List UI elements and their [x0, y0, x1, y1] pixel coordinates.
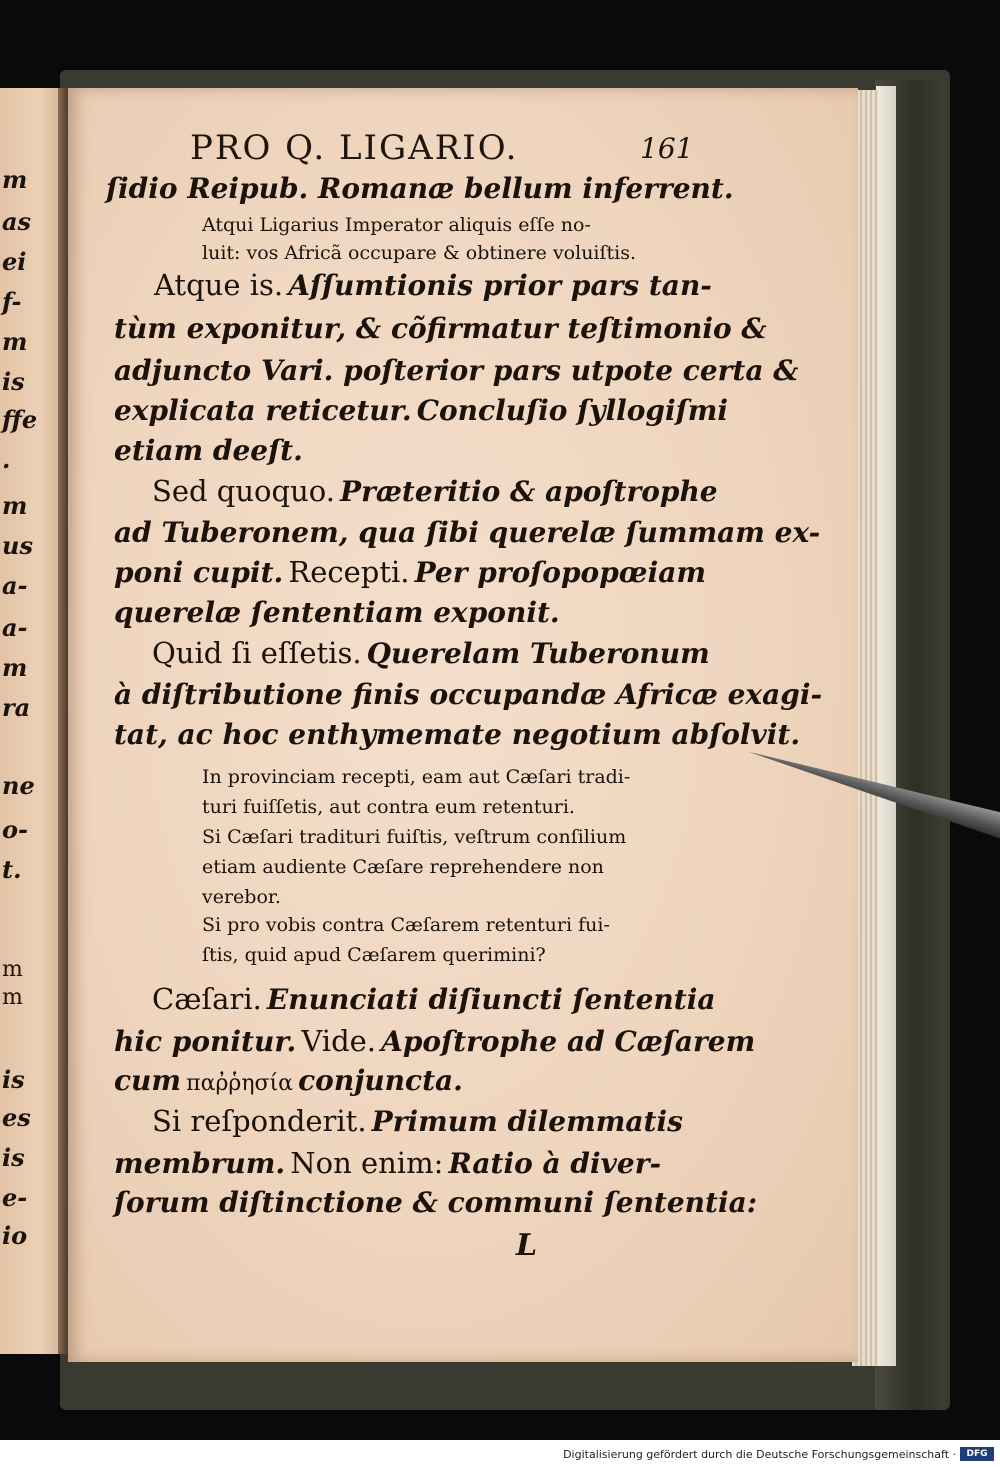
left-fragment: io: [2, 1221, 28, 1250]
left-fragment: .: [2, 445, 11, 474]
text-line: [152, 636, 710, 670]
text-line: [114, 394, 728, 427]
left-fragment: o-: [2, 815, 28, 844]
text-line: [152, 982, 716, 1016]
text-line: [114, 555, 706, 589]
left-fragment: e-: [2, 1183, 28, 1212]
text-line: Atqui Ligarius Imperator aliquis eſſe no-: [202, 214, 591, 236]
text-line: luit: vos Africã occupare & obtinere voluiſtis.: [202, 242, 637, 264]
left-fragment: ra: [2, 693, 31, 722]
left-fragment: is: [2, 1143, 25, 1172]
commentary: Concluſio ſyllogiſmi: [416, 394, 728, 427]
lemma: Atque is.: [154, 268, 284, 302]
left-fragment: a-: [2, 571, 28, 600]
lemma: Cæſari.: [152, 982, 262, 1016]
text-line: [152, 474, 718, 508]
lemma: Quid ſi eſſetis.: [152, 636, 362, 670]
left-fragment: m: [2, 491, 28, 520]
left-fragment: m: [2, 985, 23, 1010]
text-line: [154, 268, 712, 302]
text-line: [114, 1064, 463, 1097]
commentary: Primum dilemmatis: [371, 1105, 683, 1138]
text-line: Si pro vobis contra Cæſarem retenturi fui-: [202, 914, 610, 936]
text-line: turi fuiſſetis, aut contra eum retenturi.: [202, 796, 575, 818]
text-line: tat, ac hoc enthymemate negotium abſolvit.: [114, 718, 801, 751]
left-fragment: is: [2, 367, 25, 396]
left-fragment: f-: [2, 287, 22, 316]
commentary: membrum.: [114, 1147, 286, 1180]
commentary: Querelam Tuberonum: [366, 637, 710, 670]
lemma: Recepti.: [288, 555, 410, 589]
left-fragment: ffe: [2, 405, 38, 434]
text-line: [114, 1146, 661, 1180]
running-head: PRO Q. LIGARIO.: [190, 128, 519, 168]
lemma: Vide.: [301, 1024, 377, 1058]
left-fragment: ne: [2, 771, 35, 800]
left-fragment: us: [2, 531, 33, 560]
left-fragment: t.: [2, 855, 22, 884]
text-line: verebor.: [202, 886, 281, 908]
lemma: Sed quoquo.: [152, 474, 335, 508]
lemma: Si reſponderit.: [152, 1104, 367, 1138]
lemma: Non enim:: [290, 1146, 444, 1180]
text-line: ſidio Reipub. Romanæ bellum inferrent.: [106, 172, 734, 205]
commentary: Præteritio & apoſtrophe: [340, 475, 718, 508]
commentary: conjuncta.: [298, 1064, 463, 1097]
text-line: tùm exponitur, & cõfirmatur teſtimonio &: [114, 312, 767, 345]
commentary: Enunciati diſiuncti ſententia: [266, 983, 716, 1016]
left-fragment: ei: [2, 247, 27, 276]
text-line: querelæ ſententiam exponit.: [114, 596, 560, 629]
left-fragment: m: [2, 327, 28, 356]
left-fragment: m: [2, 653, 28, 682]
commentary: Aſſumtionis prior pars tan-: [288, 269, 712, 302]
text-line: [152, 1104, 683, 1138]
dfg-logo: DFG: [960, 1447, 994, 1461]
page-number: 161: [640, 132, 694, 165]
text-line: ſorum diſtinctione & communi ſententia:: [114, 1186, 758, 1219]
commentary: Apoſtrophe ad Cæſarem: [381, 1025, 756, 1058]
book-gutter: [58, 88, 68, 1354]
text-line: à diſtributione finis occupandæ Africæ exagi-: [114, 678, 823, 711]
commentary: hic ponitur.: [114, 1025, 297, 1058]
footer-bar: [0, 1440, 1000, 1468]
signature-mark: L: [516, 1228, 538, 1263]
left-fragment: m: [2, 165, 28, 194]
text-line: adjuncto Vari. poſterior pars utpote certa &: [114, 354, 799, 387]
page-block-edge: [876, 86, 896, 1366]
text-line: etiam deeſt.: [114, 434, 303, 467]
left-fragment: is: [2, 1065, 25, 1094]
text-line: In provinciam recepti, eam aut Cæſari tradi-: [202, 766, 631, 788]
commentary: Ratio à diver-: [448, 1147, 662, 1180]
funding-credit: Digitalisierung gefördert durch die Deutsche Forschungsgemeinschaft ·: [563, 1448, 956, 1461]
left-fragment: as: [2, 207, 32, 236]
greek-word: παῤῥησία: [186, 1071, 294, 1096]
text-line: Si Cæſari tradituri fuiſtis, veſtrum conſilium: [202, 826, 627, 848]
commentary: Per proſopopœiam: [414, 556, 706, 589]
left-fragment: m: [2, 957, 23, 982]
commentary: cum: [114, 1064, 182, 1097]
commentary: poni cupit.: [114, 556, 284, 589]
text-line: [114, 1024, 755, 1058]
text-line: ad Tuberonem, qua ſibi querelæ ſummam ex-: [114, 516, 821, 549]
left-fragment: a-: [2, 613, 28, 642]
text-line: etiam audiente Cæſare reprehendere non: [202, 856, 604, 878]
commentary: explicata reticetur.: [114, 394, 412, 427]
left-fragment: es: [2, 1103, 31, 1132]
text-line: ſtis, quid apud Cæſarem querimini?: [202, 944, 546, 966]
